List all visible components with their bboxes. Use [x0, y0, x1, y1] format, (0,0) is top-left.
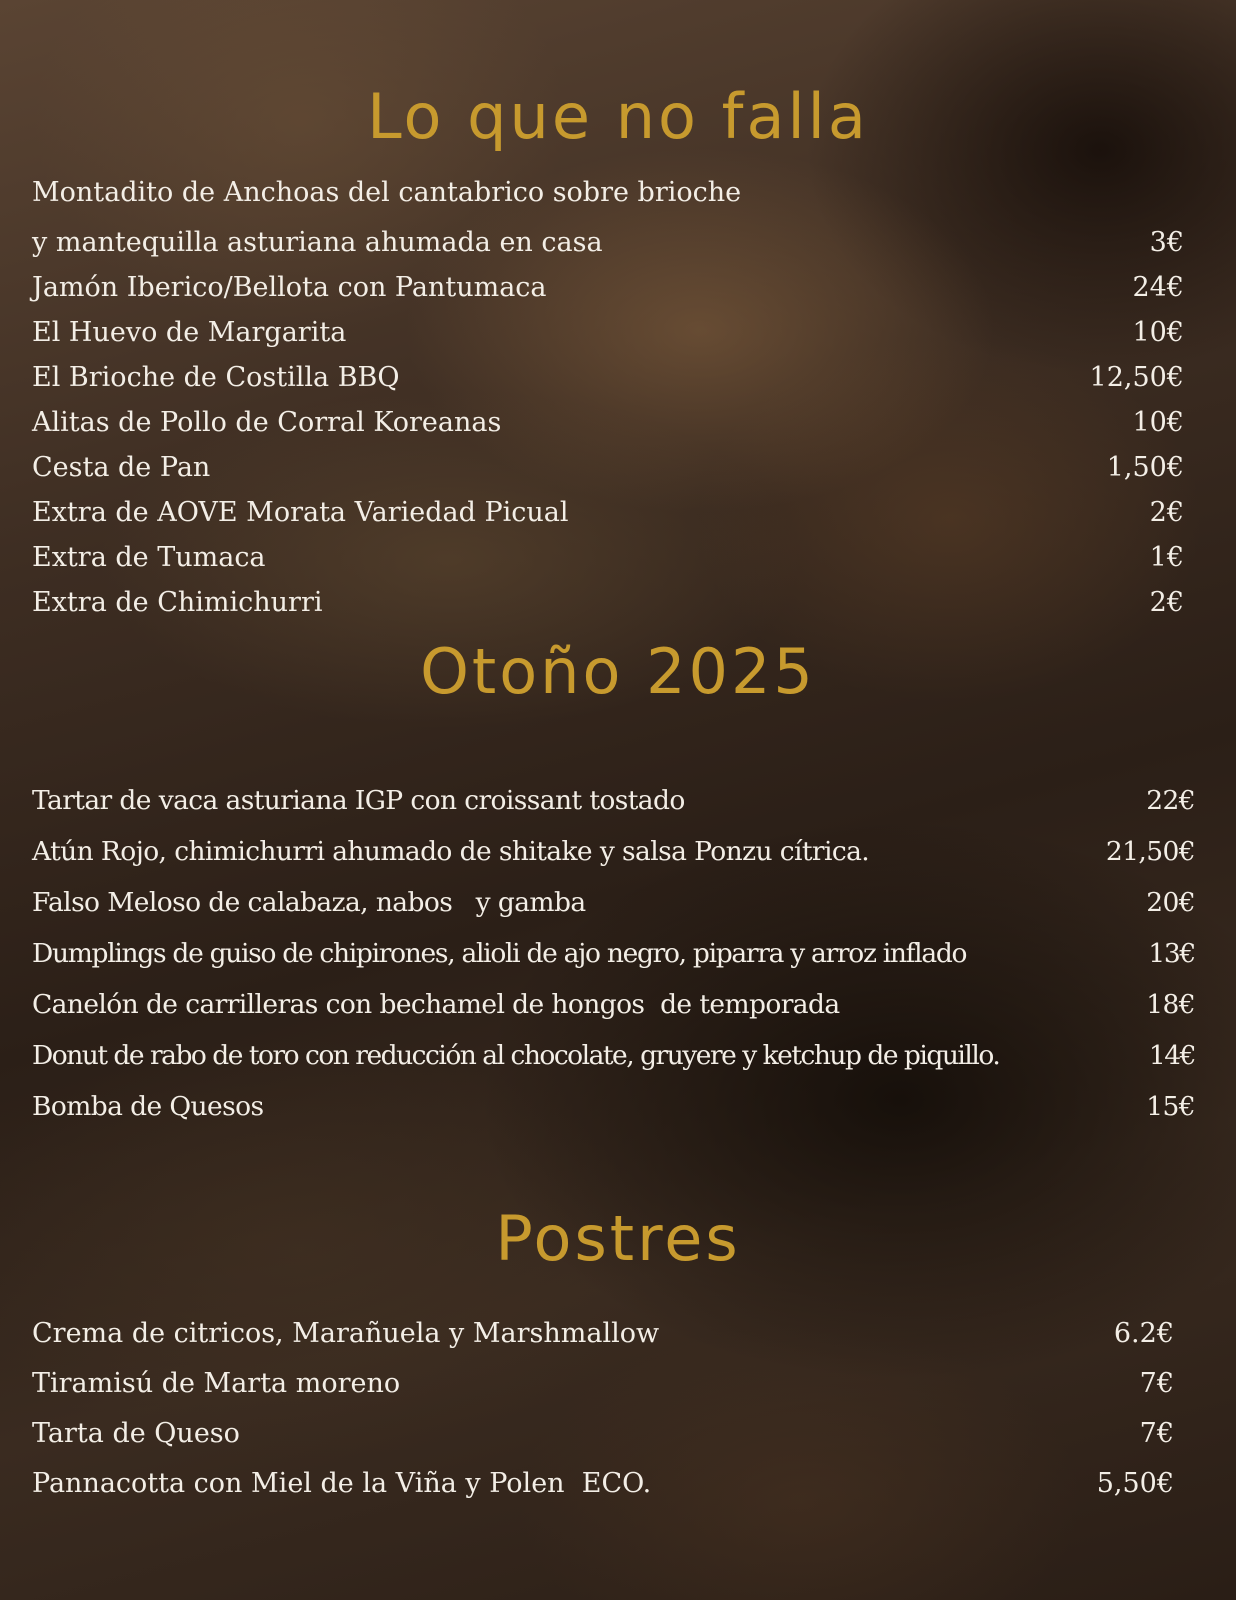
menu-item: [32, 1311, 1174, 1355]
menu-item-name: Dumplings de guiso de chipirones, alioli de ajo negro, piparra y arroz inflado: [32, 937, 967, 969]
menu-item-name: Tartar de vaca asturiana IGP con croissant tostado: [32, 784, 685, 816]
menu-item: [32, 400, 1184, 444]
menu-item-price: 10€: [1132, 406, 1184, 438]
menu-item-price: 20€: [1146, 886, 1195, 918]
menu-item: [32, 1084, 1195, 1128]
section-title-lo-que-no-falla: Lo que no falla: [367, 80, 869, 153]
menu-item: [32, 1361, 1174, 1405]
menu-item-price: 24€: [1132, 271, 1184, 303]
menu-item-name: Extra de Tumaca: [32, 541, 266, 573]
menu-item-name: El Huevo de Margarita: [32, 316, 347, 348]
menu-item: [32, 1033, 1195, 1077]
menu-item-price: 7€: [1139, 1367, 1174, 1399]
menu-item-price: 12,50€: [1089, 361, 1184, 393]
menu-item: [32, 580, 1184, 624]
menu-item-price: 14€: [1148, 1039, 1195, 1071]
menu-item-name: Donut de rabo de toro con reducción al chocolate, gruyere y ketchup de piquillo.: [32, 1039, 1000, 1071]
menu-item-price: 3€: [1149, 226, 1184, 258]
menu-item-price: 6.2€: [1113, 1317, 1174, 1349]
menu-item-price: 21,50€: [1105, 835, 1195, 867]
menu-item-price: 5,50€: [1096, 1467, 1174, 1499]
menu-item-name: y mantequilla asturiana ahumada en casa: [32, 226, 603, 258]
menu-item: [32, 880, 1195, 924]
menu-item-name: Extra de Chimichurri: [32, 586, 323, 618]
menu-item-name: Crema de citricos, Marañuela y Marshmallow: [32, 1317, 660, 1349]
menu-item-name: Bomba de Quesos: [32, 1090, 264, 1122]
menu-item-price: 7€: [1139, 1417, 1174, 1449]
menu-item-name: Cesta de Pan: [32, 451, 211, 483]
menu-item: [32, 535, 1184, 579]
menu-item-price: 15€: [1146, 1090, 1195, 1122]
menu-item-name: Canelón de carrilleras con bechamel de hongos de temporada: [32, 988, 840, 1020]
menu-item-price: 2€: [1149, 496, 1184, 528]
menu-item: [32, 931, 1195, 975]
menu-item: [32, 982, 1195, 1026]
menu-item-price: 1,50€: [1106, 451, 1184, 483]
menu-item-name: El Brioche de Costilla BBQ: [32, 361, 400, 393]
menu-item-price: 22€: [1146, 784, 1195, 816]
menu-item-name: Atún Rojo, chimichurri ahumado de shitake y salsa Ponzu cítrica.: [32, 835, 870, 867]
section-title-otono-2025: Otoño 2025: [420, 635, 816, 708]
menu-item-name: Extra de AOVE Morata Variedad Picual: [32, 496, 569, 528]
menu-item: [32, 1411, 1174, 1455]
menu-item-price: 13€: [1148, 937, 1195, 969]
menu-item: [32, 1461, 1174, 1505]
menu-item-price: 1€: [1149, 541, 1184, 573]
menu-item-name: Tarta de Queso: [32, 1417, 240, 1449]
menu-item-price: 10€: [1132, 316, 1184, 348]
menu-item: [32, 778, 1195, 822]
menu-item: [32, 355, 1184, 399]
menu-item-price: 2€: [1149, 586, 1184, 618]
menu-item-intro-line: Montadito de Anchoas del cantabrico sobre brioche: [32, 177, 742, 208]
menu-item-price: 18€: [1146, 988, 1195, 1020]
menu-item-name: Pannacotta con Miel de la Viña y Polen ECO.: [32, 1467, 652, 1499]
menu-item: [32, 829, 1195, 873]
menu-item-name: Jamón Iberico/Bellota con Pantumaca: [32, 271, 547, 303]
menu-item: [32, 490, 1184, 534]
menu-item: [32, 220, 1184, 264]
menu-item-name: Falso Meloso de calabaza, nabos y gamba: [32, 886, 586, 918]
menu-item-name: Tiramisú de Marta moreno: [32, 1367, 401, 1399]
menu-item: [32, 310, 1184, 354]
menu-item: [32, 265, 1184, 309]
section-title-postres: Postres: [495, 1202, 741, 1275]
menu-item-name: Alitas de Pollo de Corral Koreanas: [32, 406, 502, 438]
menu-item: [32, 445, 1184, 489]
